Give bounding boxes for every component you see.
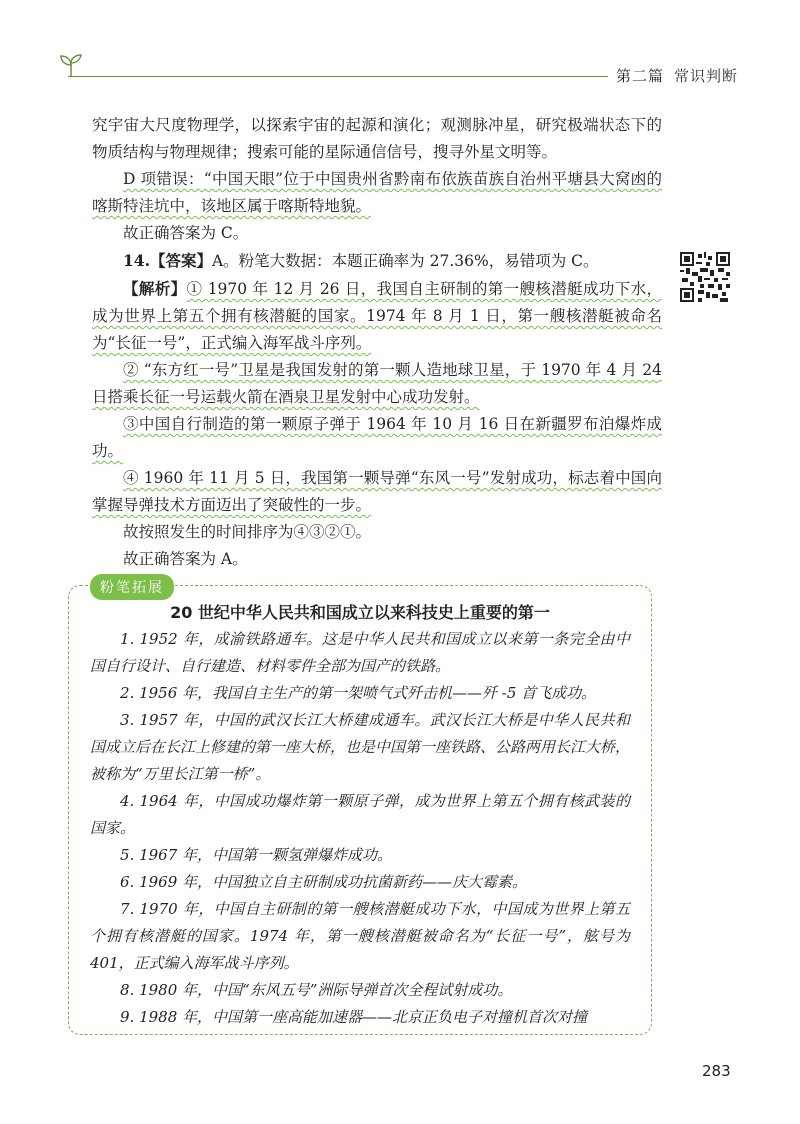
page-header — [0, 0, 800, 95]
paragraph-text: ④ 1960 年 11 月 5 日，我国第一颗导弹“东风一号”发射成功，标志着中国向掌握导弹技术方面迈出了突破性的一步。 — [92, 469, 662, 514]
header-title — [616, 65, 738, 86]
list-item: 2. 1956 年，我国自主生产的第一架喷气式歼击机——歼 -5 首飞成功。 — [120, 684, 597, 702]
paragraph: 故正确答案为 C。 — [123, 224, 249, 242]
analysis-line — [92, 275, 662, 357]
main-content — [92, 112, 662, 573]
analysis-label: 【解析】 — [123, 279, 187, 298]
paragraph-text: ③中国自行制造的第一颗原子弹于 1964 年 10 月 16 日在新疆罗布泊爆炸成功。 — [92, 415, 662, 460]
list-item: 6. 1969 年，中国独立自主研制成功抗菌新药——庆大霉素。 — [120, 873, 528, 891]
header-part: 第二篇 — [616, 67, 665, 85]
paragraph-text: D 项错误：“中国天眼”位于中国贵州省黔南布依族苗族自治州平塘县大窝凼的喀斯特洼坑中，该地区属于喀斯特地貌。 — [92, 170, 662, 215]
answer-line — [92, 247, 662, 275]
paragraph — [92, 465, 662, 519]
paragraph — [92, 166, 662, 220]
page-number: 283 — [702, 1062, 731, 1080]
answer-label: 14.【答案】 — [123, 251, 212, 270]
analysis-text: ① 1970 年 12 月 26 日，我国自主研制的第一艘核潜艇成功下水，成为世界上第五个拥有核潜艇的国家。1974 年 8 月 1 日，第一艘核潜艇被命名为“长征一号”，正式编入海军战斗序列。 — [92, 280, 662, 352]
list-item: 9. 1988 年，中国第一座高能加速器——北京正负电子对撞机首次对撞 — [120, 1008, 588, 1026]
sprout-icon — [58, 52, 84, 78]
paragraph: 故正确答案为 A。 — [123, 550, 248, 568]
extension-title: 20 世纪中华人民共和国成立以来科技史上重要的第一 — [170, 603, 550, 622]
extension-list — [90, 626, 630, 1031]
answer-text: A。粉笔大数据：本题正确率为 27.36%，易错项为 C。 — [211, 252, 599, 270]
list-item: 4. 1964 年，中国成功爆炸第一颗原子弹，成为世界上第五个拥有核武装的国家。 — [90, 792, 630, 837]
paragraph — [92, 411, 662, 465]
paragraph: 究宇宙大尺度物理学，以探索宇宙的起源和演化；观测脉冲星，研究极端状态下的物质结构与物理规律；搜索可能的星际通信信号，搜寻外星文明等。 — [92, 116, 662, 161]
extension-tag: 粉笔拓展 — [90, 574, 174, 600]
header-section: 常识判断 — [674, 67, 739, 85]
paragraph-text: ② “东方红一号”卫星是我国发射的第一颗人造地球卫星，于 1970 年 4 月 24 日搭乘长征一号运载火箭在酒泉卫星发射中心成功发射。 — [92, 361, 662, 406]
list-item: 8. 1980 年，中国“东风五号”洲际导弹首次全程试射成功。 — [120, 981, 513, 999]
paragraph: 故按照发生的时间排序为④③②①。 — [123, 523, 372, 541]
header-rule — [68, 76, 608, 77]
list-item: 5. 1967 年，中国第一颗氢弹爆炸成功。 — [120, 846, 393, 864]
list-item: 1. 1952 年，成渝铁路通车。这是中华人民共和国成立以来第一条完全由中国自行设计、自行建造、材料零件全部为国产的铁路。 — [90, 630, 630, 675]
paragraph — [92, 357, 662, 411]
list-item: 7. 1970 年，中国自主研制的第一艘核潜艇成功下水，中国成为世界上第五个拥有核潜艇的国家。1974 年，第一艘核潜艇被命名为“长征一号”，舷号为 401，正式编入海军战斗序列。 — [90, 900, 630, 972]
qr-code-icon[interactable] — [680, 252, 730, 302]
list-item: 3. 1957 年，中国的武汉长江大桥建成通车。武汉长江大桥是中华人民共和国成立后在长江上修建的第一座大桥，也是中国第一座铁路、公路两用长江大桥，被称为“万里长江第一桥”。 — [90, 711, 631, 783]
